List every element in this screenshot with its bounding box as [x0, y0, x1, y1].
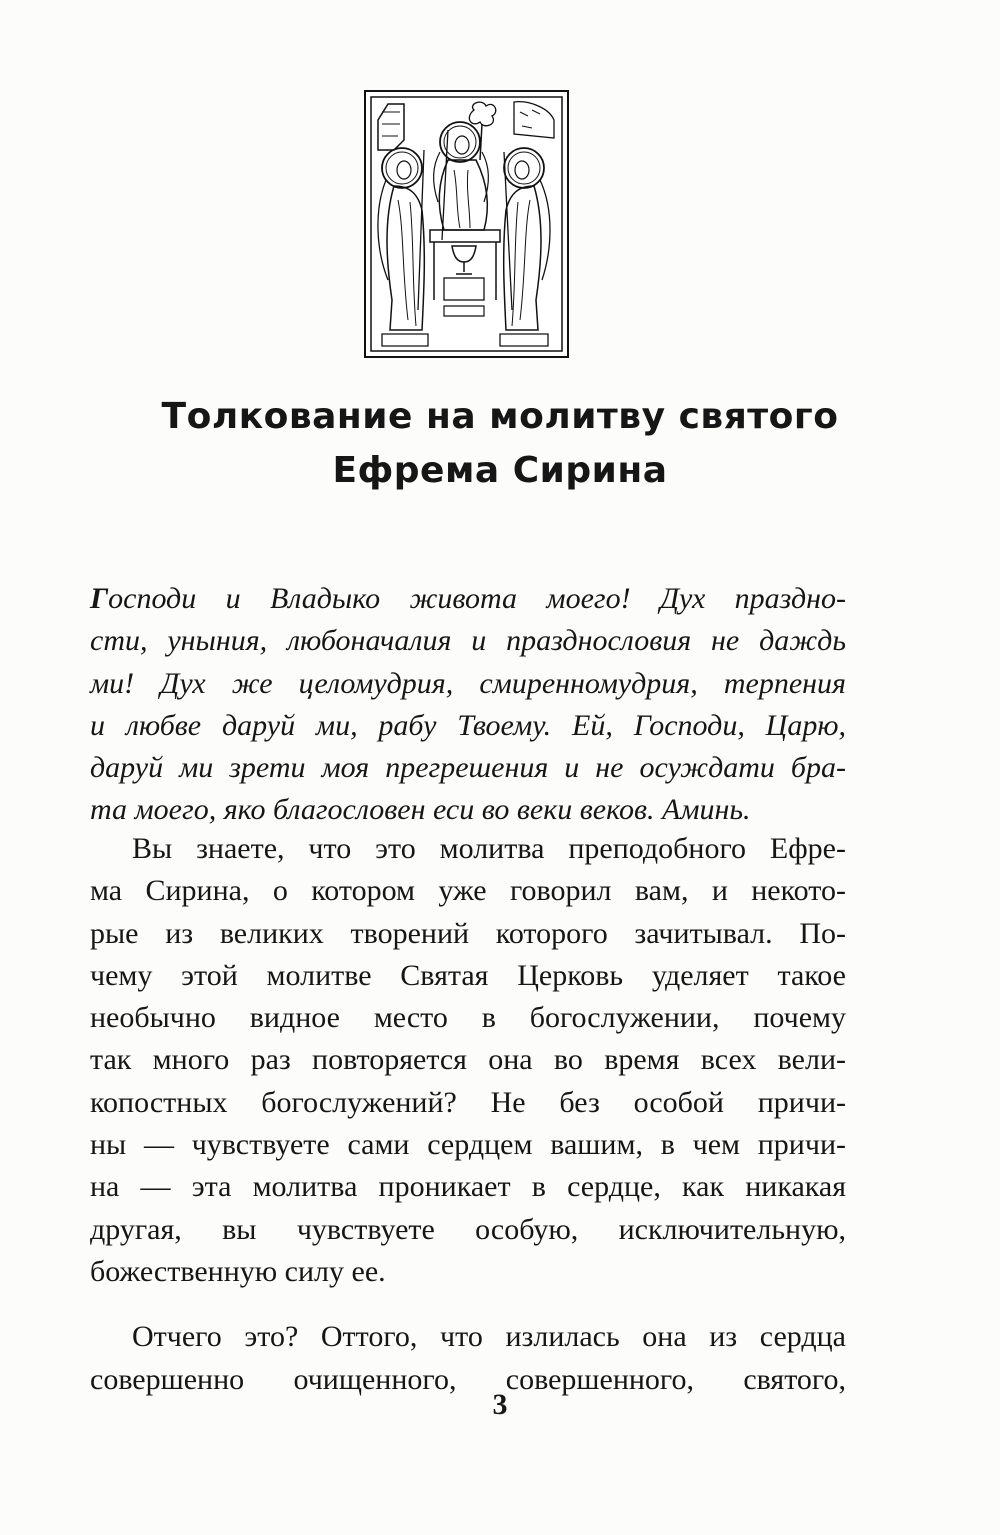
body-text	[90, 828, 846, 1401]
body-line: совершенно очищенного, совершенного, святого,	[90, 1362, 846, 1396]
body-line: Вы знаете, что это молитва преподобного Ефре-	[132, 832, 846, 865]
drop-letter: Г	[90, 582, 109, 615]
body-line: рые из великих творений которого зачитывал. По-	[90, 916, 846, 950]
body-line: на — эта молитва проникает в сердце, как никакая	[90, 1170, 846, 1204]
prayer-line: та моего, яко благословен еси во веки веков. Аминь.	[90, 793, 751, 827]
prayer-line: и любве даруй ми, рабу Твоему. Ей, Господи, Царю,	[90, 708, 846, 742]
chapter-title-line-1: Толкование на молитву святого	[161, 396, 839, 437]
body-line: так много раз повторяется она во время всех вели-	[90, 1043, 846, 1077]
body-line: необычно видное место в богослужении, почему	[90, 1001, 846, 1035]
chapter-title-line-2: Ефрема Сирина	[332, 450, 668, 491]
trinity-icon	[364, 90, 569, 358]
prayer-line: Господи и Владыко живота моего! Дух праздно-	[90, 582, 846, 615]
prayer-line: даруй ми зрети моя прегрешения и не осуждати бра-	[90, 751, 846, 785]
body-line: Отчего это? Оттого, что излилась она из сердца	[132, 1320, 846, 1354]
body-line: ма Сирина, о котором уже говорил вам, и некото-	[90, 874, 846, 908]
chapter-title	[120, 390, 880, 498]
body-line: ны — чувствуете сами сердцем вашим, в чем причи-	[90, 1128, 846, 1162]
prayer-line: сти, уныния, любоначалия и празднословия не даждь	[90, 624, 846, 658]
body-line: чему этой молитве Святая Церковь уделяет такое	[90, 958, 846, 992]
trinity-icon-illustration	[364, 90, 569, 358]
body-line: божественную силу ее.	[90, 1254, 386, 1288]
page-number: 3	[492, 1388, 508, 1421]
body-line: другая, вы чувствуете особую, исключительную,	[90, 1212, 846, 1246]
prayer-line: ми! Дух же целомудрия, смиренномудрия, терпения	[90, 666, 846, 700]
body-line: копостных богослужений? Не без особой причи-	[90, 1085, 846, 1119]
prayer-text	[90, 578, 846, 832]
